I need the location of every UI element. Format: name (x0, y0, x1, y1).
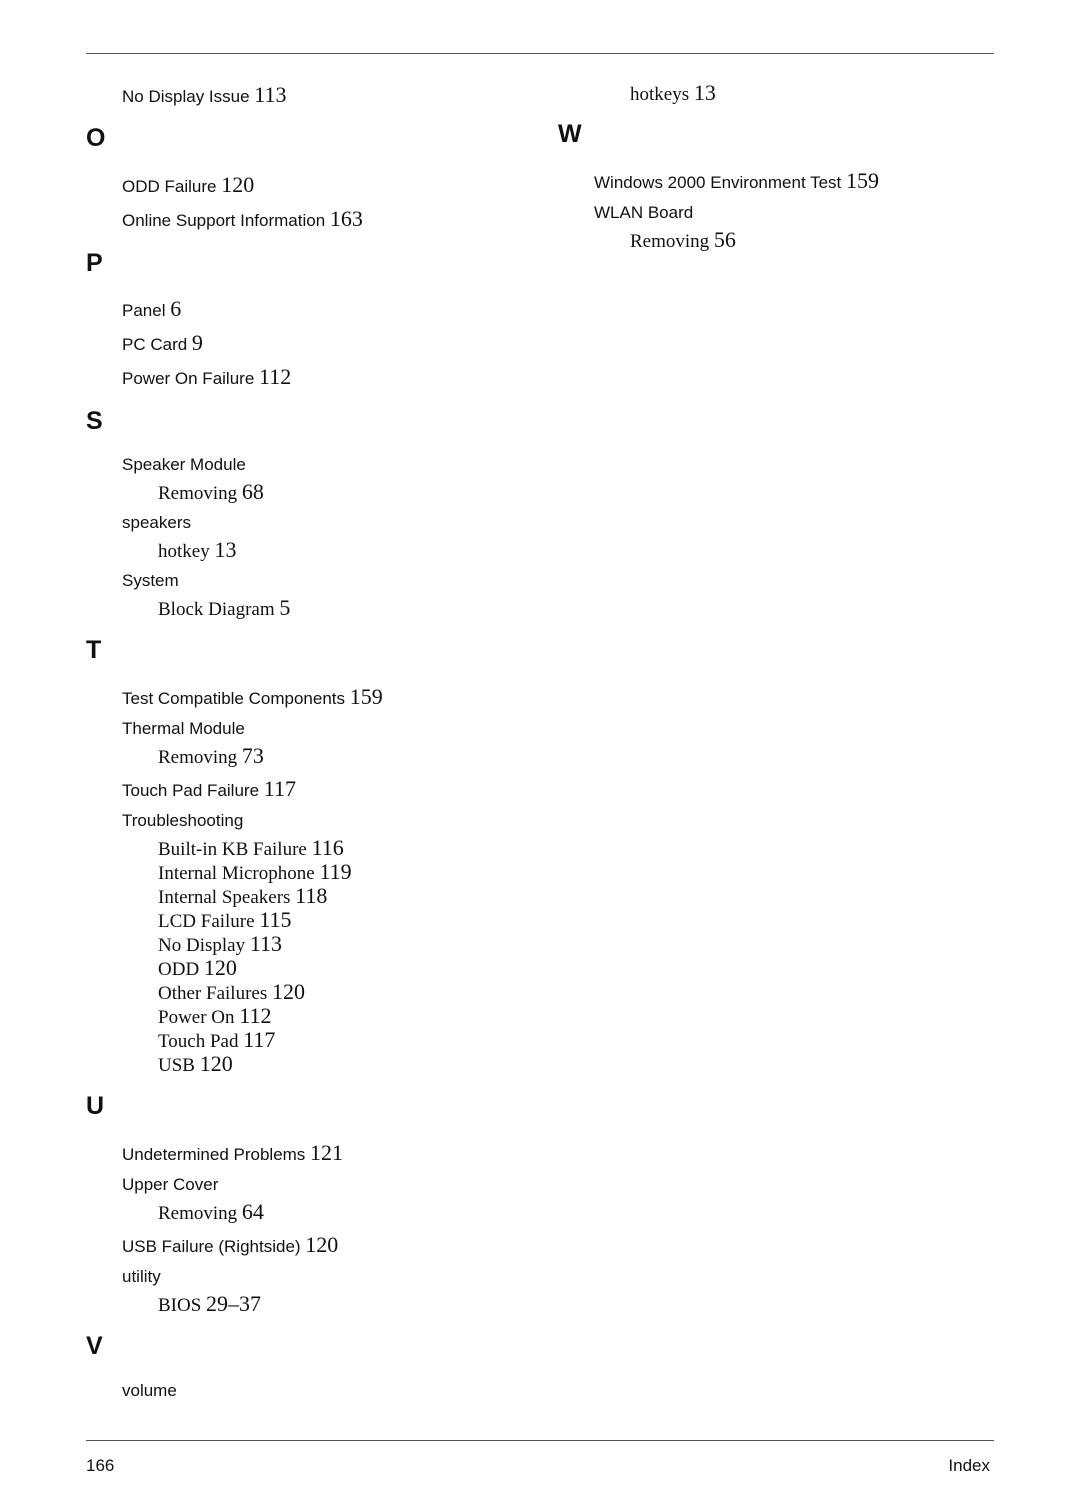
index-entry (122, 1268, 161, 1285)
entry-term: Removing (158, 1203, 238, 1224)
index-entry (122, 1382, 177, 1399)
entry-page: 118 (295, 883, 328, 908)
entry-term: Internal Speakers (158, 887, 291, 908)
entry-term: Touch Pad Failure (122, 781, 260, 800)
index-entry (122, 1142, 343, 1164)
entry-page: 119 (319, 859, 352, 884)
index-entry (122, 812, 243, 829)
index-entry (122, 174, 254, 196)
entry-page: 113 (249, 931, 283, 956)
entry-term: Troubleshooting (122, 811, 244, 830)
index-entry (594, 204, 693, 221)
entry-page: 120 (305, 1232, 339, 1257)
entry-page: 120 (199, 1051, 233, 1076)
entry-term: volume (122, 1381, 177, 1400)
entry-page: 163 (329, 206, 363, 231)
section-letter: W (558, 120, 582, 148)
entry-page: 64 (241, 1199, 264, 1224)
index-entry (122, 514, 191, 531)
section-letter: O (86, 124, 106, 152)
entry-term: Block Diagram (158, 599, 275, 620)
entry-page: 112 (259, 364, 292, 389)
header-rule (86, 53, 994, 54)
entry-term: Thermal Module (122, 719, 245, 738)
entry-term: PC Card (122, 335, 188, 354)
index-subentry (158, 837, 344, 859)
section-letter: S (86, 407, 103, 435)
entry-page: 13 (693, 80, 716, 105)
index-entry (122, 298, 181, 320)
entry-page: 6 (170, 296, 182, 321)
entry-page: 116 (311, 835, 344, 860)
index-subentry (630, 229, 736, 251)
entry-page: 56 (713, 227, 736, 252)
entry-term: Power On (158, 1007, 235, 1028)
entry-term: Undetermined Problems (122, 1145, 306, 1164)
index-subentry (158, 1201, 264, 1223)
entry-term: USB (158, 1055, 195, 1076)
entry-term: Test Compatible Components (122, 689, 346, 708)
entry-term: Other Failures (158, 983, 268, 1004)
entry-term: Upper Cover (122, 1175, 219, 1194)
footer-section-title: Index (948, 1456, 990, 1475)
index-subentry (158, 957, 237, 979)
entry-term: Online Support Information (122, 211, 326, 230)
entry-page: 121 (310, 1140, 344, 1165)
page-number: 166 (86, 1456, 115, 1475)
entry-term: hotkeys (630, 84, 690, 105)
entry-term: BIOS (158, 1295, 202, 1316)
index-entry (122, 332, 203, 354)
entry-term: hotkey (158, 541, 210, 562)
index-subentry (158, 861, 352, 883)
index-subentry (158, 481, 264, 503)
index-entry (122, 1234, 338, 1256)
entry-term: Removing (630, 231, 710, 252)
entry-page: 120 (203, 955, 237, 980)
entry-page: 120 (271, 979, 305, 1004)
index-subentry (158, 933, 282, 955)
index-subentry (158, 1293, 261, 1315)
entry-page: 9 (191, 330, 203, 355)
entry-term: Internal Microphone (158, 863, 315, 884)
index-entry (122, 366, 291, 388)
entry-page: 115 (259, 907, 292, 932)
entry-page: 5 (279, 595, 291, 620)
index-subentry (158, 981, 305, 1003)
entry-page: 159 (349, 684, 383, 709)
index-entry (122, 778, 296, 800)
index-subentry (158, 597, 290, 619)
index-subentry (158, 909, 292, 931)
entry-term: No Display Issue (122, 87, 250, 106)
entry-page: 68 (241, 479, 264, 504)
index-entry (122, 572, 179, 589)
index-subentry (158, 1029, 275, 1051)
entry-page: 120 (221, 172, 255, 197)
entry-page: 29–37 (206, 1291, 262, 1316)
index-subentry (158, 539, 236, 561)
entry-term: ODD (158, 959, 200, 980)
index-entry (122, 686, 383, 708)
index-entry (122, 456, 246, 473)
index-subentry (158, 1053, 233, 1075)
entry-term: ODD Failure (122, 177, 217, 196)
section-letter: T (86, 636, 102, 664)
section-letter: U (86, 1092, 105, 1120)
entry-term: Touch Pad (158, 1031, 239, 1052)
entry-page: 112 (239, 1003, 272, 1028)
entry-page: 117 (263, 776, 296, 801)
index-subentry (158, 885, 327, 907)
entry-page: 117 (243, 1027, 276, 1052)
section-letter: P (86, 249, 103, 277)
entry-term: WLAN Board (594, 203, 694, 222)
index-entry (122, 720, 245, 737)
entry-term: Panel (122, 301, 166, 320)
entry-term: Removing (158, 747, 238, 768)
entry-page: 113 (254, 82, 287, 107)
index-subentry (158, 1005, 271, 1027)
index-entry (122, 84, 286, 106)
entry-term: Power On Failure (122, 369, 255, 388)
entry-page: 13 (214, 537, 237, 562)
footer-rule (86, 1440, 994, 1441)
entry-term: Speaker Module (122, 455, 246, 474)
index-entry (122, 208, 363, 230)
index-subentry (158, 745, 264, 767)
entry-term: LCD Failure (158, 911, 255, 932)
entry-term: No Display (158, 935, 246, 956)
index-subentry (630, 82, 716, 104)
entry-term: Windows 2000 Environment Test (594, 173, 842, 192)
index-entry (122, 1176, 218, 1193)
section-letter: V (86, 1332, 103, 1360)
entry-page: 73 (241, 743, 264, 768)
entry-term: utility (122, 1267, 161, 1286)
entry-term: USB Failure (Rightside) (122, 1237, 301, 1256)
entry-term: System (122, 571, 179, 590)
entry-term: Built-in KB Failure (158, 839, 307, 860)
entry-term: Removing (158, 483, 238, 504)
index-entry (594, 170, 879, 192)
entry-page: 159 (846, 168, 879, 193)
entry-term: speakers (122, 513, 191, 532)
